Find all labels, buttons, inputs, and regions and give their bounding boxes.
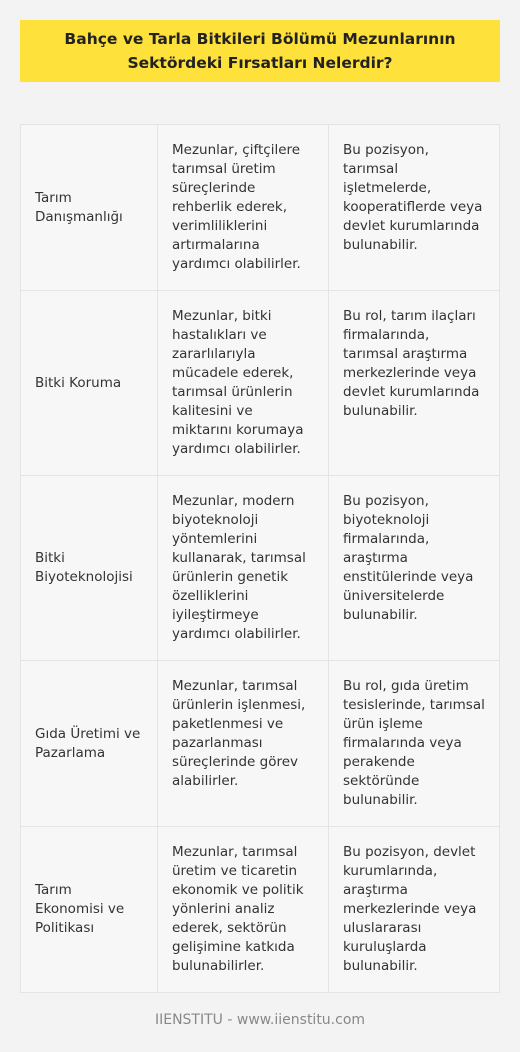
table-row: [21, 125, 499, 291]
sector-location-cell: Bu pozisyon, biyoteknoloji firmalarında, araştırma enstitülerinde veya üniversitelerde bulunabilir.: [343, 493, 474, 623]
footer-credit: IIENSTITU - www.iienstitu.com: [154, 1012, 366, 1028]
sector-name-cell: Bitki Koruma: [21, 291, 158, 475]
sector-description-cell: Mezunlar, modern biyoteknoloji yöntemlerini kullanarak, tarımsal ürünlerin genetik özelliklerini iyileştirmeye yardımcı olabilirler.: [158, 476, 329, 660]
table-row: [21, 827, 499, 992]
sector-name-cell: Gıda Üretimi ve Pazarlama: [21, 661, 158, 826]
title-banner: [20, 20, 500, 82]
sector-name-cell: Bitki Biyoteknolojisi: [21, 476, 158, 660]
sector-location-cell: Bu rol, tarım ilaçları firmalarında, tarımsal araştırma merkezlerinde veya devlet kurumlarında bulunabilir.: [343, 308, 480, 419]
opportunities-table: [20, 124, 500, 993]
sector-description-cell: Mezunlar, tarımsal ürünlerin işlenmesi, paketlenmesi ve pazarlanması süreçlerinde görev alabilirler.: [158, 661, 329, 826]
sector-description-cell: Mezunlar, çiftçilere tarımsal üretim süreçlerinde rehberlik ederek, verimliliklerini artırmalarına yardımcı olabilirler.: [158, 125, 329, 290]
table-row: [21, 661, 499, 827]
sector-location-cell: Bu pozisyon, tarımsal işletmelerde, kooperatiflerde veya devlet kurumlarında bulunabilir.: [343, 142, 483, 253]
table-row: [21, 291, 499, 476]
sector-description-cell: Mezunlar, bitki hastalıkları ve zararlılarıyla mücadele ederek, tarımsal ürünlerin kalitesini ve miktarını korumaya yardımcı olabilirler.: [158, 291, 329, 475]
table-row: [21, 476, 499, 661]
sector-name-cell: Tarım Ekonomisi ve Politikası: [21, 827, 158, 992]
sector-name-cell: Tarım Danışmanlığı: [21, 125, 158, 290]
page-title: Bahçe ve Tarla Bitkileri Bölümü Mezunlarının Sektördeki Fırsatları Nelerdir?: [64, 30, 456, 72]
sector-location-cell: Bu rol, gıda üretim tesislerinde, tarımsal ürün işleme firmalarında veya perakende sektöründe bulunabilir.: [343, 678, 485, 808]
sector-location-cell: Bu pozisyon, devlet kurumlarında, araştırma merkezlerinde veya uluslararası kuruluşlarda bulunabilir.: [343, 844, 477, 974]
sector-description-cell: Mezunlar, tarımsal üretim ve ticaretin ekonomik ve politik yönlerini analiz ederek, sektörün gelişimine katkıda bulunabilirler.: [158, 827, 329, 992]
